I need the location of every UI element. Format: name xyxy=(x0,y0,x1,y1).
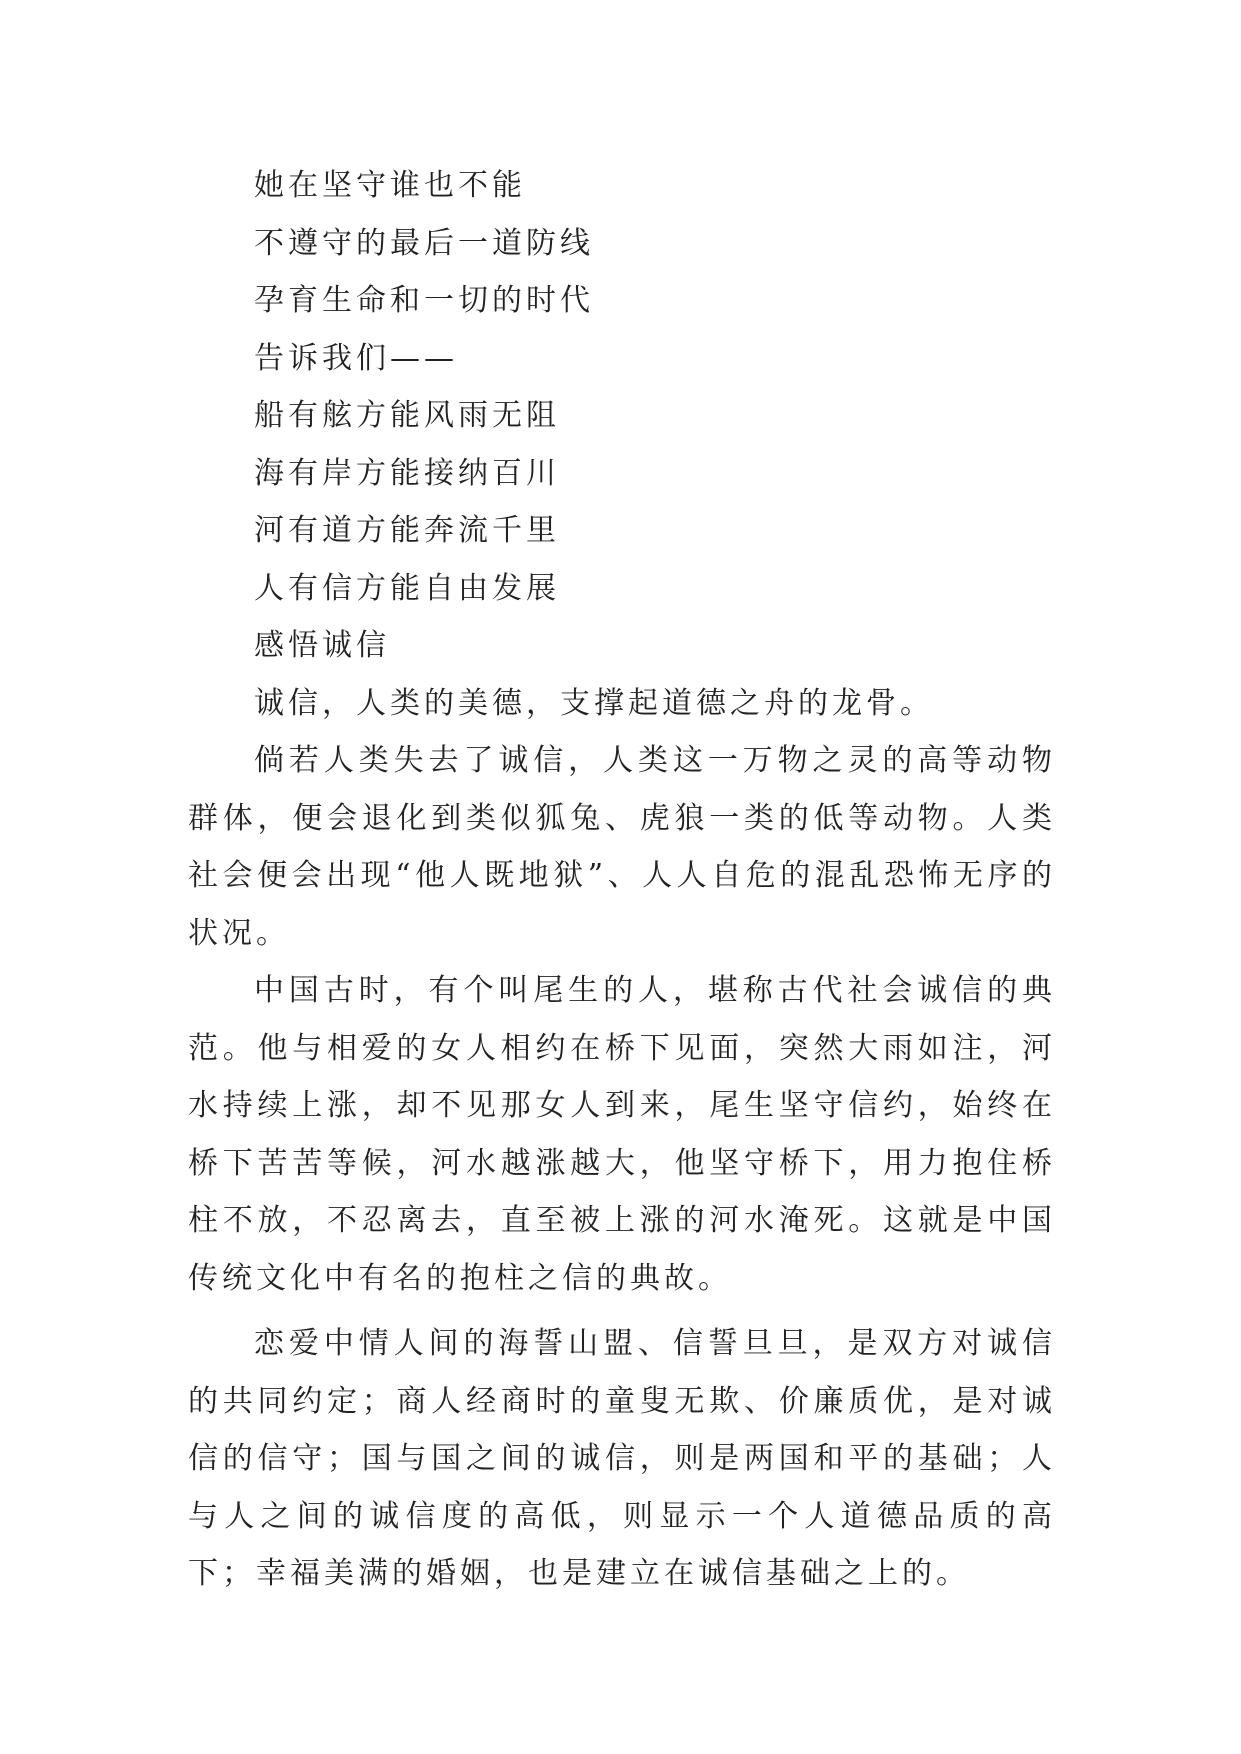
paragraph: 恋爱中情人间的海誓山盟、信誓旦旦，是双方对诚信的共同约定；商人经商时的童叟无欺、价廉质优，是对诚信的信守；国与国之间的诚信，则是两国和平的基础；人与人之间的诚信度的高低，则显示一个人道德品质的高下；幸福美满的婚姻，也是建立在诚信基础之上的。 xyxy=(188,1326,1056,1591)
poem-line: 孕育生命和一切的时代 xyxy=(254,283,594,318)
poem-line: 河有道方能奔流千里 xyxy=(254,513,560,548)
section-heading: 感悟诚信 xyxy=(254,628,390,663)
paragraph: 倘若人类失去了诚信，人类这一万物之灵的高等动物群体，便会退化到类似狐兔、虎狼一类的低等动物。人类社会便会出现“他人既地狱”、人人自危的混乱恐怖无序的状况。 xyxy=(188,743,1056,951)
poem-block xyxy=(188,157,1056,675)
paragraph: 中国古时，有个叫尾生的人，堪称古代社会诚信的典范。他与相爱的女人相约在桥下见面，突然大雨如注，河水持续上涨，却不见那女人到来，尾生坚守信约，始终在桥下苦苦等候，河水越涨越大，他坚守桥下，用力抱住桥柱不放，不忍离去，直至被上涨的河水淹死。这就是中国传统文化中有名的抱柱之信的典故。 xyxy=(188,973,1056,1296)
poem-line: 告诉我们—— xyxy=(254,340,458,376)
document-body xyxy=(188,157,1056,1603)
poem-line: 不遵守的最后一道防线 xyxy=(254,225,594,261)
poem-line: 人有信方能自由发展 xyxy=(254,570,560,606)
poem-line: 她在坚守谁也不能 xyxy=(254,168,526,203)
poem-line: 船有舷方能风雨无阻 xyxy=(254,398,560,433)
paragraph: 诚信，人类的美德，支撑起道德之舟的龙骨。 xyxy=(254,685,934,721)
poem-line: 海有岸方能接纳百川 xyxy=(254,455,560,491)
